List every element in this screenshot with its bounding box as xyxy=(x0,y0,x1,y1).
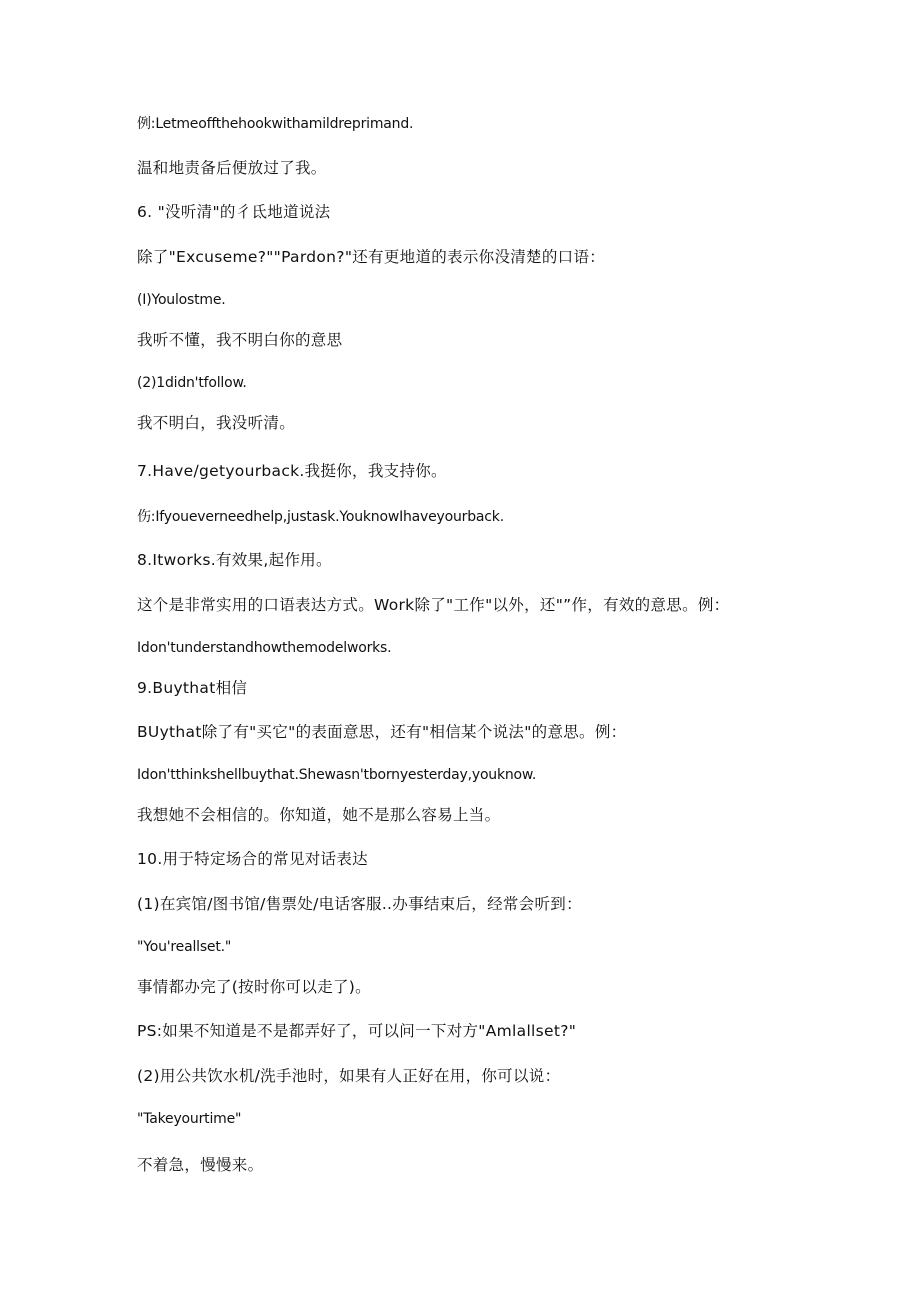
paragraph-line: (2)用公共饮水机/洗手池时，如果有人正好在用，你可以说： xyxy=(137,1067,561,1085)
example-line: Idon'tunderstandhowthemodelworks. xyxy=(137,640,392,656)
translation-line: 我不明白，我没听清。 xyxy=(137,414,296,432)
translation-line: 事情都办完了(按时你可以走了)。 xyxy=(137,978,371,996)
paragraph-line: BUythat除了有"买它"的表面意思，还有"相信某个说法"的意思。例： xyxy=(137,723,627,741)
section-heading-9: 9.Buythat相信 xyxy=(137,679,248,697)
example-line: Idon'tthinkshellbuythat.Shewasn'tbornyesterday,youknow. xyxy=(137,767,537,783)
translation-line: 不着急，慢慢来。 xyxy=(137,1156,264,1174)
paragraph-line: (1)在宾馆/图书馆/售票处/电话客服..办事结束后，经常会听到： xyxy=(137,895,582,913)
example-line: "You'reallset." xyxy=(137,939,232,955)
note-line: PS:如果不知道是不是都弄好了，可以问一下对方"Amlallset?" xyxy=(137,1022,577,1040)
section-heading-10: 10.用于特定场合的常见对话表达 xyxy=(137,850,368,868)
section-heading-6: 6. "没听清"的彳氐地道说法 xyxy=(137,203,331,221)
section-heading-7: 7.Have∕getyourback.我挺你，我支持你。 xyxy=(137,462,447,480)
example-line: (2)1didn'tfollow. xyxy=(137,375,247,391)
translation-line: 温和地责备后便放过了我。 xyxy=(137,159,327,177)
translation-line: 我想她不会相信的。你知道，她不是那么容易上当。 xyxy=(137,806,501,824)
example-line: "Takeyourtime" xyxy=(137,1111,242,1127)
paragraph-line: 除了"Excuseme?""Pardon?"还有更地道的表示你没清楚的口语： xyxy=(137,248,606,266)
example-line: (I)Youlostme. xyxy=(137,292,226,308)
paragraph-line: 这个是非常实用的口语表达方式。Work除了"工作"以外，还"”作，有效的意思。例： xyxy=(137,596,730,614)
translation-line: 我听不懂，我不明白你的意思 xyxy=(137,331,343,349)
example-line-reprimand: 例:Letmeoffthehookwithamildreprimand. xyxy=(137,116,414,132)
example-line: 伤:Ifyoueverneedhelp,justask.YouknowIhaveyourback. xyxy=(137,509,504,525)
section-heading-8: 8.Itworks.有效果,起作用。 xyxy=(137,551,332,569)
